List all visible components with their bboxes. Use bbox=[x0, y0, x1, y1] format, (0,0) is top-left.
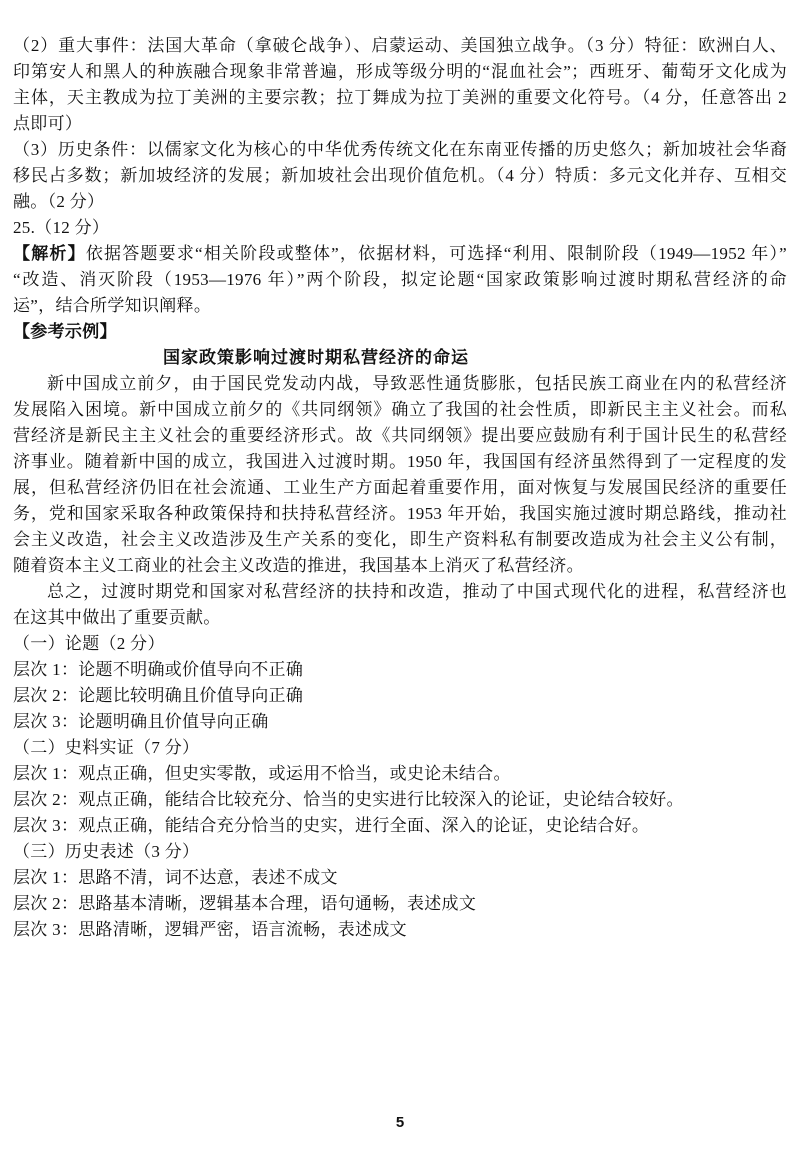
rubric-level-line: 层次 1：观点正确，但史实零散，或运用不恰当，或史论未结合。 bbox=[13, 764, 511, 783]
page-number: 5 bbox=[395, 1114, 405, 1131]
essay-title: 国家政策影响过渡时期私营经济的命运 bbox=[163, 348, 469, 367]
analysis-line bbox=[13, 241, 787, 267]
essay-line: 在这其中做出了重要贡献。 bbox=[13, 608, 221, 627]
essay-line: 营经济是新民主主义社会的重要经济形式。故《共同纲领》提出要应鼓励有利于国计民生的私营经 bbox=[13, 426, 787, 445]
answer-24-point3 bbox=[13, 137, 787, 215]
analysis-label: 【解析】 bbox=[13, 244, 86, 263]
text-line: （2）重大事件：法国大革命（拿破仑战争）、启蒙运动、美国独立战争。（3 分）特征：欧洲白人、 bbox=[13, 36, 787, 55]
rubric-level-line: 层次 2：论题比较明确且价值导向正确 bbox=[13, 686, 304, 705]
rubric-heading: （三）历史表述（3 分） bbox=[13, 842, 200, 861]
rubric-level-line: 层次 2：思路基本清晰，逻辑基本合理，语句通畅，表述成文 bbox=[13, 894, 477, 913]
page-footer bbox=[0, 1114, 800, 1132]
rubric-level-line: 层次 3：思路清晰，逻辑严密，语言流畅，表述成文 bbox=[13, 920, 407, 939]
essay-line: 新中国成立前夕，由于国民党发动内战，导致恶性通货膨胀，包括民族工商业在内的私营经济 bbox=[47, 374, 787, 393]
rubric-heading: （一）论题（2 分） bbox=[13, 634, 165, 653]
rubric-level-line: 层次 2：观点正确，能结合比较充分、恰当的史实进行比较深入的论证，史论结合较好。 bbox=[13, 790, 684, 809]
text-line: 主体，天主教成为拉丁美洲的主要宗教；拉丁舞成为拉丁美洲的重要文化符号。（4 分，任意答出 2 bbox=[13, 88, 787, 107]
text-line: 移民占多数；新加坡经济的发展；新加坡社会出现价值危机。（4 分）特质：多元文化并存、互相交 bbox=[13, 166, 787, 185]
analysis-line: 运”，结合所学知识阐释。 bbox=[13, 296, 212, 315]
rubric-heading: （二）史料实证（7 分） bbox=[13, 738, 200, 757]
text-line: 印第安人和黑人的种族融合现象非常普遍，形成等级分明的“混血社会”；西班牙、葡萄牙文化成为 bbox=[13, 62, 787, 81]
text-line: （3）历史条件：以儒家文化为核心的中华优秀传统文化在东南亚传播的历史悠久；新加坡社会华裔 bbox=[13, 140, 787, 159]
rubric-level-line: 层次 1：思路不清，词不达意，表述不成文 bbox=[13, 868, 338, 887]
question-25-heading: 25.（12 分） bbox=[13, 218, 110, 237]
answer-24-point2 bbox=[13, 33, 787, 137]
rubric-level-line: 层次 3：论题明确且价值导向正确 bbox=[13, 712, 269, 731]
rubric-section bbox=[13, 631, 787, 943]
rubric-level-line: 层次 3：观点正确，能结合充分恰当的史实，进行全面、深入的论证，史论结合好。 bbox=[13, 816, 650, 835]
page-content bbox=[13, 33, 787, 943]
rubric-level-line: 层次 1：论题不明确或价值导向不正确 bbox=[13, 660, 304, 679]
text-line: 融。（2 分） bbox=[13, 192, 105, 211]
essay-line: 济事业。随着新中国的成立，我国进入过渡时期。1950 年，我国国有经济虽然得到了一定程度的发 bbox=[13, 452, 787, 471]
essay-line: 总之，过渡时期党和国家对私营经济的扶持和改造，推动了中国式现代化的进程，私营经济也 bbox=[47, 582, 787, 601]
essay-line: 发展陷入困境。新中国成立前夕的《共同纲领》确立了我国的社会性质，即新民主主义社会。而私 bbox=[13, 400, 787, 419]
essay-section bbox=[13, 345, 787, 631]
essay-line: 务，党和国家采取各种政策保持和扶持私营经济。1953 年开始，我国实施过渡时期总路线，推动社 bbox=[13, 504, 787, 523]
analysis-text: 依据答题要求“相关阶段或整体”，依据材料，可选择“利用、限制阶段（1949—1952 年）” bbox=[85, 244, 787, 263]
text-line: 点即可） bbox=[13, 114, 83, 133]
essay-line: 会主义改造，社会主义改造涉及生产关系的变化，即生产资料私有制要改造成为社会主义公有制， bbox=[13, 530, 787, 549]
analysis-line: “改造、消灭阶段（1953—1976 年）”两个阶段，拟定论题“国家政策影响过渡时期私营经济的命 bbox=[13, 270, 787, 289]
essay-line: 随着资本主义工商业的社会主义改造的推进，我国基本上消灭了私营经济。 bbox=[13, 556, 584, 575]
question-25-section bbox=[13, 215, 787, 943]
reference-label: 【参考示例】 bbox=[13, 322, 117, 341]
essay-line: 展，但私营经济仍旧在社会流通、工业生产方面起着重要作用，面对恢复与发展国民经济的重要任 bbox=[13, 478, 787, 497]
